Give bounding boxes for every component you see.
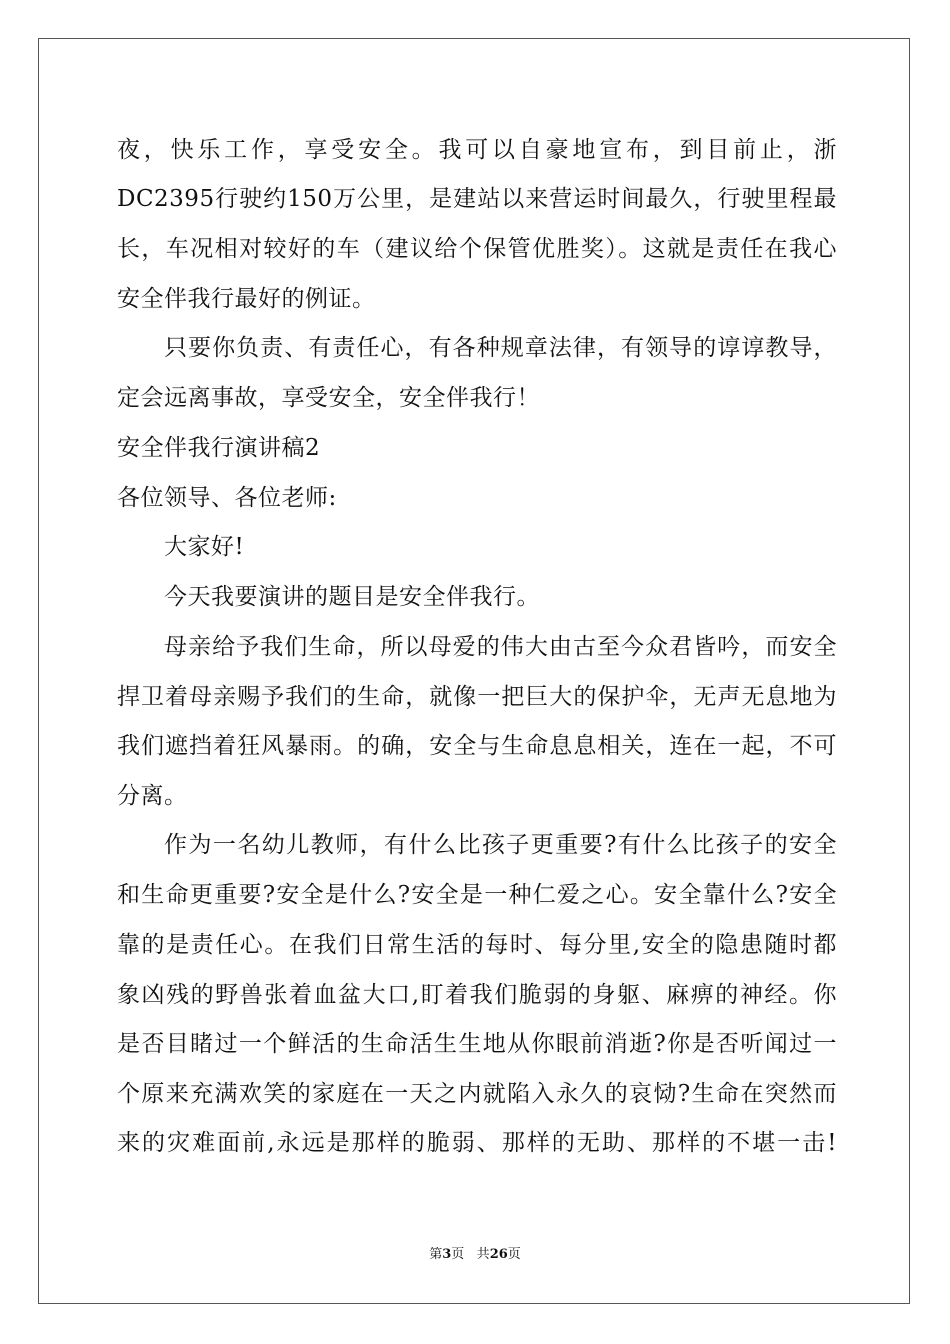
page-border: [38, 38, 910, 1304]
text-line: DC2395行驶约150万公里，是建站以来营运时间最久，行驶里程最: [117, 186, 837, 212]
page-current: 3: [442, 1247, 452, 1262]
text-line: 个原来充满欢笑的家庭在一天之内就陷入永久的哀恸?生命在突然而: [117, 1081, 837, 1107]
text-line: 来的灾难面前,永远是那样的脆弱、那样的无助、那样的不堪一击!: [117, 1130, 837, 1156]
text-line: 象凶残的野兽张着血盆大口,盯着我们脆弱的身躯、麻痹的神经。你: [117, 982, 837, 1008]
page-footer: [0, 1247, 950, 1263]
text-line: 分离。: [117, 783, 188, 809]
page-suffix: 页: [451, 1247, 465, 1262]
text-line: 靠的是责任心。在我们日常生活的每时、每分里,安全的隐患随时都: [117, 932, 837, 958]
text-line: 夜，快乐工作，享受安全。我可以自豪地宣布，到目前止，浙: [117, 137, 837, 163]
greeting: 大家好!: [164, 534, 245, 560]
text-line: 定会远离事故，享受安全，安全伴我行！: [117, 385, 540, 411]
text-line: 长，车况相对较好的车（建议给个保管优胜奖）。这就是责任在我心: [117, 236, 837, 262]
text-line: 作为一名幼儿教师，有什么比孩子更重要?有什么比孩子的安全: [164, 832, 837, 858]
text-line: 今天我要演讲的题目是安全伴我行。: [164, 584, 540, 610]
text-line: 捍卫着母亲赐予我们的生命，就像一把巨大的保护伞，无声无息地为: [117, 684, 837, 710]
total-prefix: 共: [476, 1247, 490, 1262]
text-line: 母亲给予我们生命，所以母爱的伟大由古至今众君皆吟，而安全: [164, 634, 837, 660]
total-suffix: 页: [507, 1247, 521, 1262]
page-total: 26: [489, 1247, 508, 1262]
salutation: 各位领导、各位老师:: [117, 485, 337, 511]
text-line: 和生命更重要?安全是什么?安全是一种仁爱之心。安全靠什么?安全: [117, 882, 837, 908]
text-line: 只要你负责、有责任心，有各种规章法律，有领导的谆谆教导，: [164, 335, 837, 361]
page-prefix: 第: [429, 1247, 443, 1262]
text-line: 安全伴我行最好的例证。: [117, 286, 376, 312]
text-line: 是否目睹过一个鲜活的生命活生生地从你眼前消逝?你是否听闻过一: [117, 1031, 837, 1057]
section-heading: 安全伴我行演讲稿2: [117, 435, 321, 461]
text-line: 我们遮挡着狂风暴雨。的确，安全与生命息息相关，连在一起，不可: [117, 733, 837, 759]
